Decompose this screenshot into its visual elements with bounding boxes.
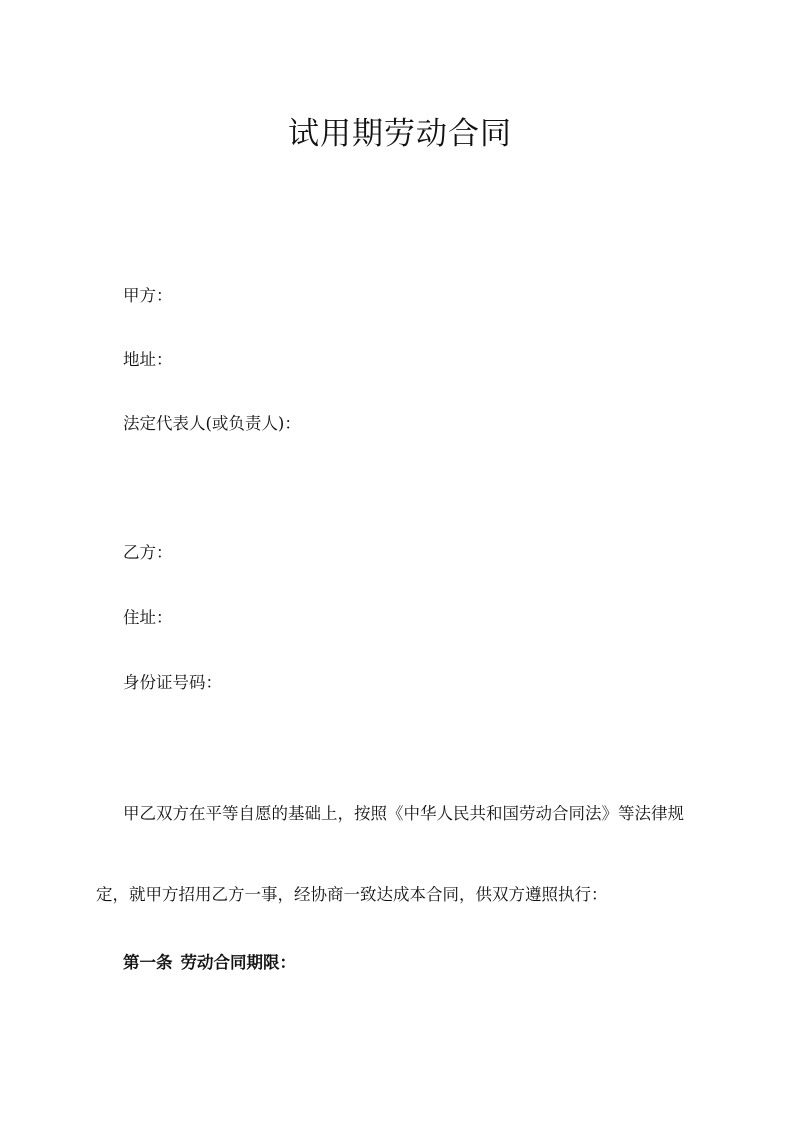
party-b-label: 乙方：	[123, 543, 173, 562]
party-a-label: 甲方：	[123, 286, 173, 305]
party-a-legal-rep-label: 法定代表人(或负责人)：	[123, 414, 301, 433]
intro-line-2: 定，就甲方招用乙方一事，经协商一致达成本合同，供双方遵照执行：	[96, 885, 608, 904]
party-b-id-label: 身份证号码：	[123, 673, 222, 692]
article-1-heading	[123, 951, 296, 975]
article-1-title: 劳动合同期限：	[180, 953, 296, 972]
party-a-address-label: 地址：	[123, 350, 173, 369]
document-title: 试用期劳动合同	[288, 116, 512, 152]
article-1-number: 第一条	[123, 953, 173, 972]
intro-line-1: 甲乙双方在平等自愿的基础上，按照《中华人民共和国劳动合同法》等法律规	[123, 804, 684, 823]
party-b-address-label: 住址：	[123, 608, 173, 627]
